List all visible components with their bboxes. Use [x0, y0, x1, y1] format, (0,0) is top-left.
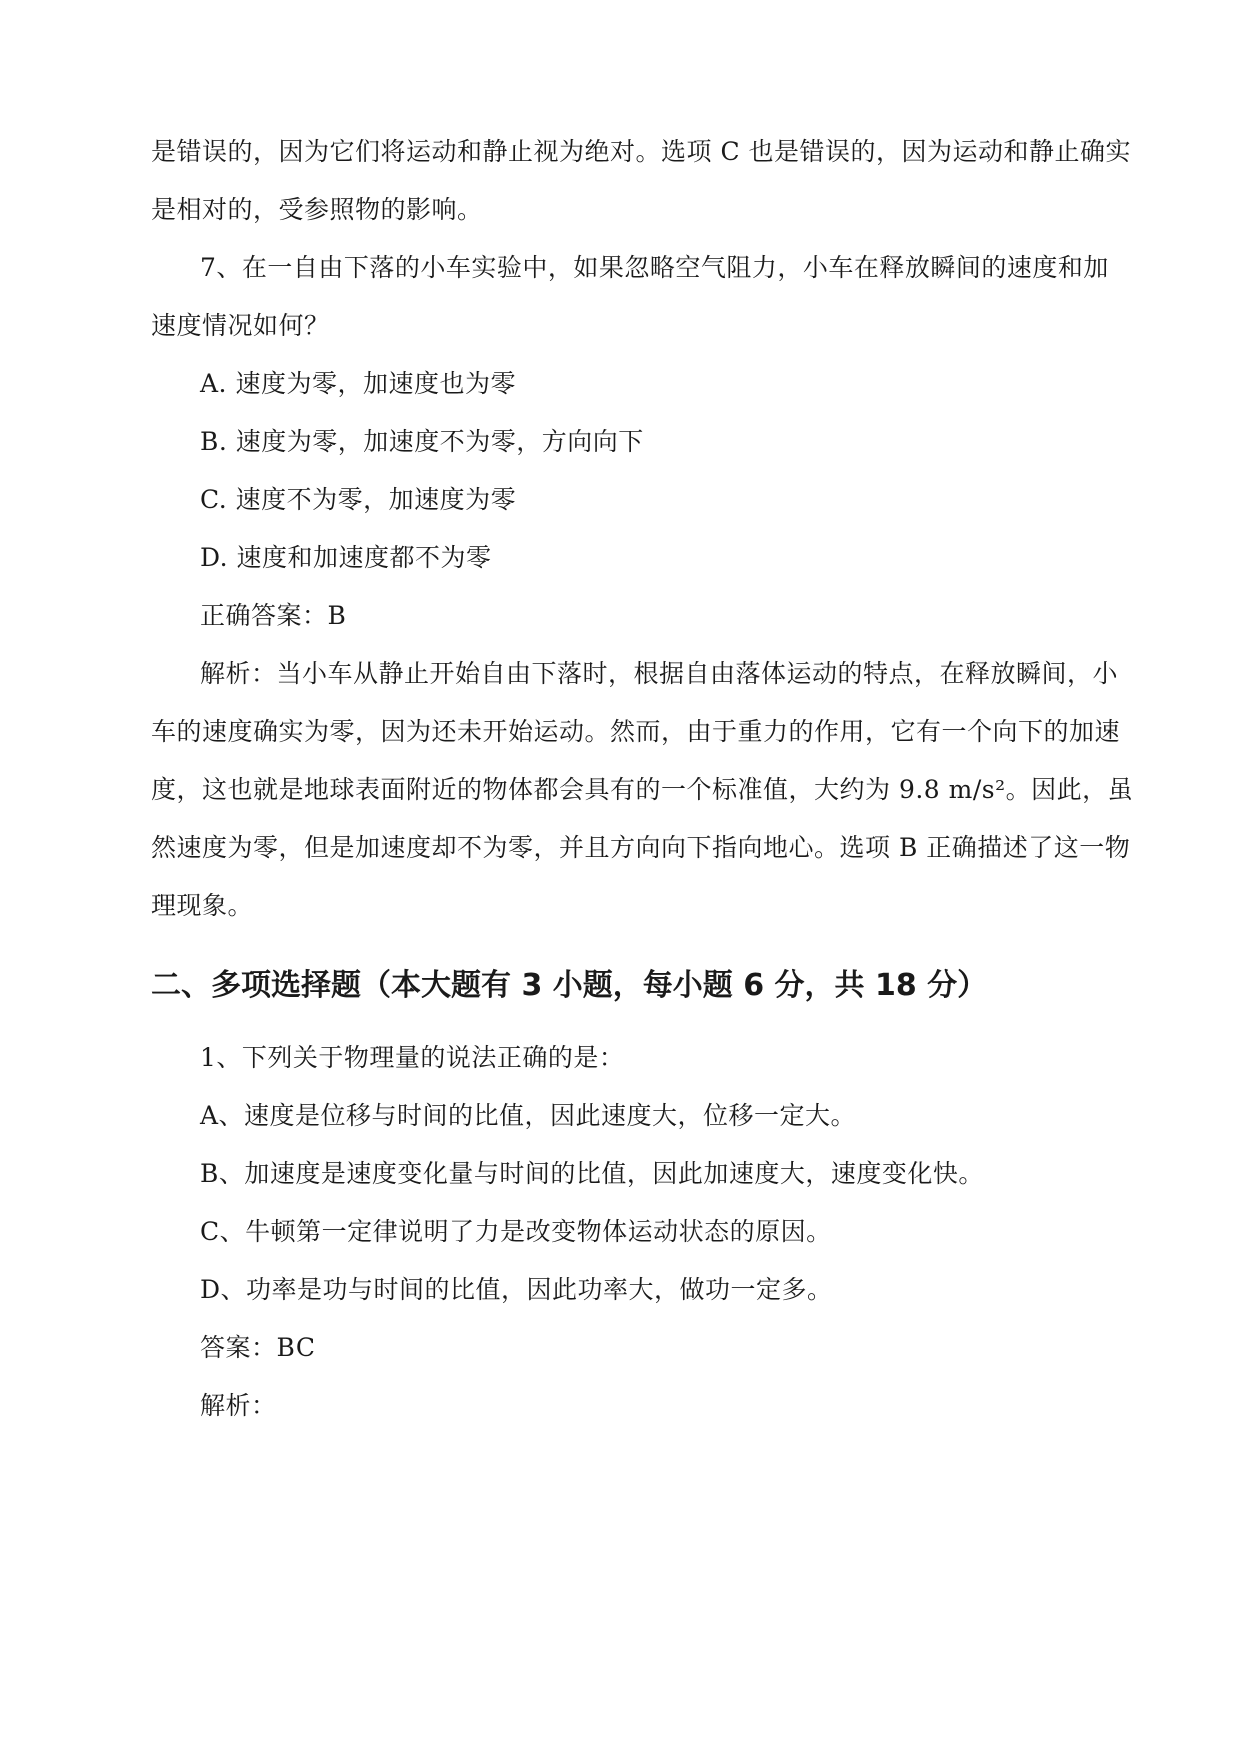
section-heading: 二、多项选择题（本大题有 3 小题，每小题 6 分，共 18 分） [151, 968, 988, 1003]
option-a: A. 速度为零，加速度也为零 [200, 369, 516, 398]
option-c: C、牛顿第一定律说明了力是改变物体运动状态的原因。 [200, 1217, 832, 1246]
analysis-line: 然速度为零，但是加速度却不为零，并且方向向下指向地心。选项 B 正确描述了这一物 [151, 833, 1131, 862]
analysis-label: 解析： [200, 1391, 277, 1420]
option-a: A、速度是位移与时间的比值，因此速度大，位移一定大。 [200, 1101, 857, 1130]
question-stem: 1、下列关于物理量的说法正确的是： [200, 1043, 625, 1072]
analysis-line: 解析：当小车从静止开始自由下落时，根据自由落体运动的特点，在释放瞬间，小 [200, 659, 1119, 688]
option-d: D、功率是功与时间的比值，因此功率大，做功一定多。 [200, 1275, 833, 1304]
option-b: B. 速度为零，加速度不为零，方向向下 [200, 427, 644, 456]
paragraph-line: 是相对的，受参照物的影响。 [151, 195, 483, 224]
question-stem: 速度情况如何？ [151, 311, 330, 340]
option-c: C. 速度不为零，加速度为零 [200, 485, 517, 514]
analysis-line: 车的速度确实为零，因为还未开始运动。然而，由于重力的作用，它有一个向下的加速 [151, 717, 1121, 746]
question-stem: 7、在一自由下落的小车实验中，如果忽略空气阻力，小车在释放瞬间的速度和加 [200, 253, 1109, 282]
option-b: B、加速度是速度变化量与时间的比值，因此加速度大，速度变化快。 [200, 1159, 984, 1188]
analysis-line: 理现象。 [151, 891, 254, 920]
answer-line: 正确答案：B [200, 601, 347, 630]
paragraph-line: 是错误的，因为它们将运动和静止视为绝对。选项 C 也是错误的，因为运动和静止确实 [151, 137, 1132, 166]
answer-line: 答案：BC [200, 1333, 316, 1362]
option-d: D. 速度和加速度都不为零 [200, 543, 492, 572]
analysis-line: 度，这也就是地球表面附近的物体都会具有的一个标准值，大约为 9.8 m/s²。因此，虽 [151, 775, 1134, 804]
